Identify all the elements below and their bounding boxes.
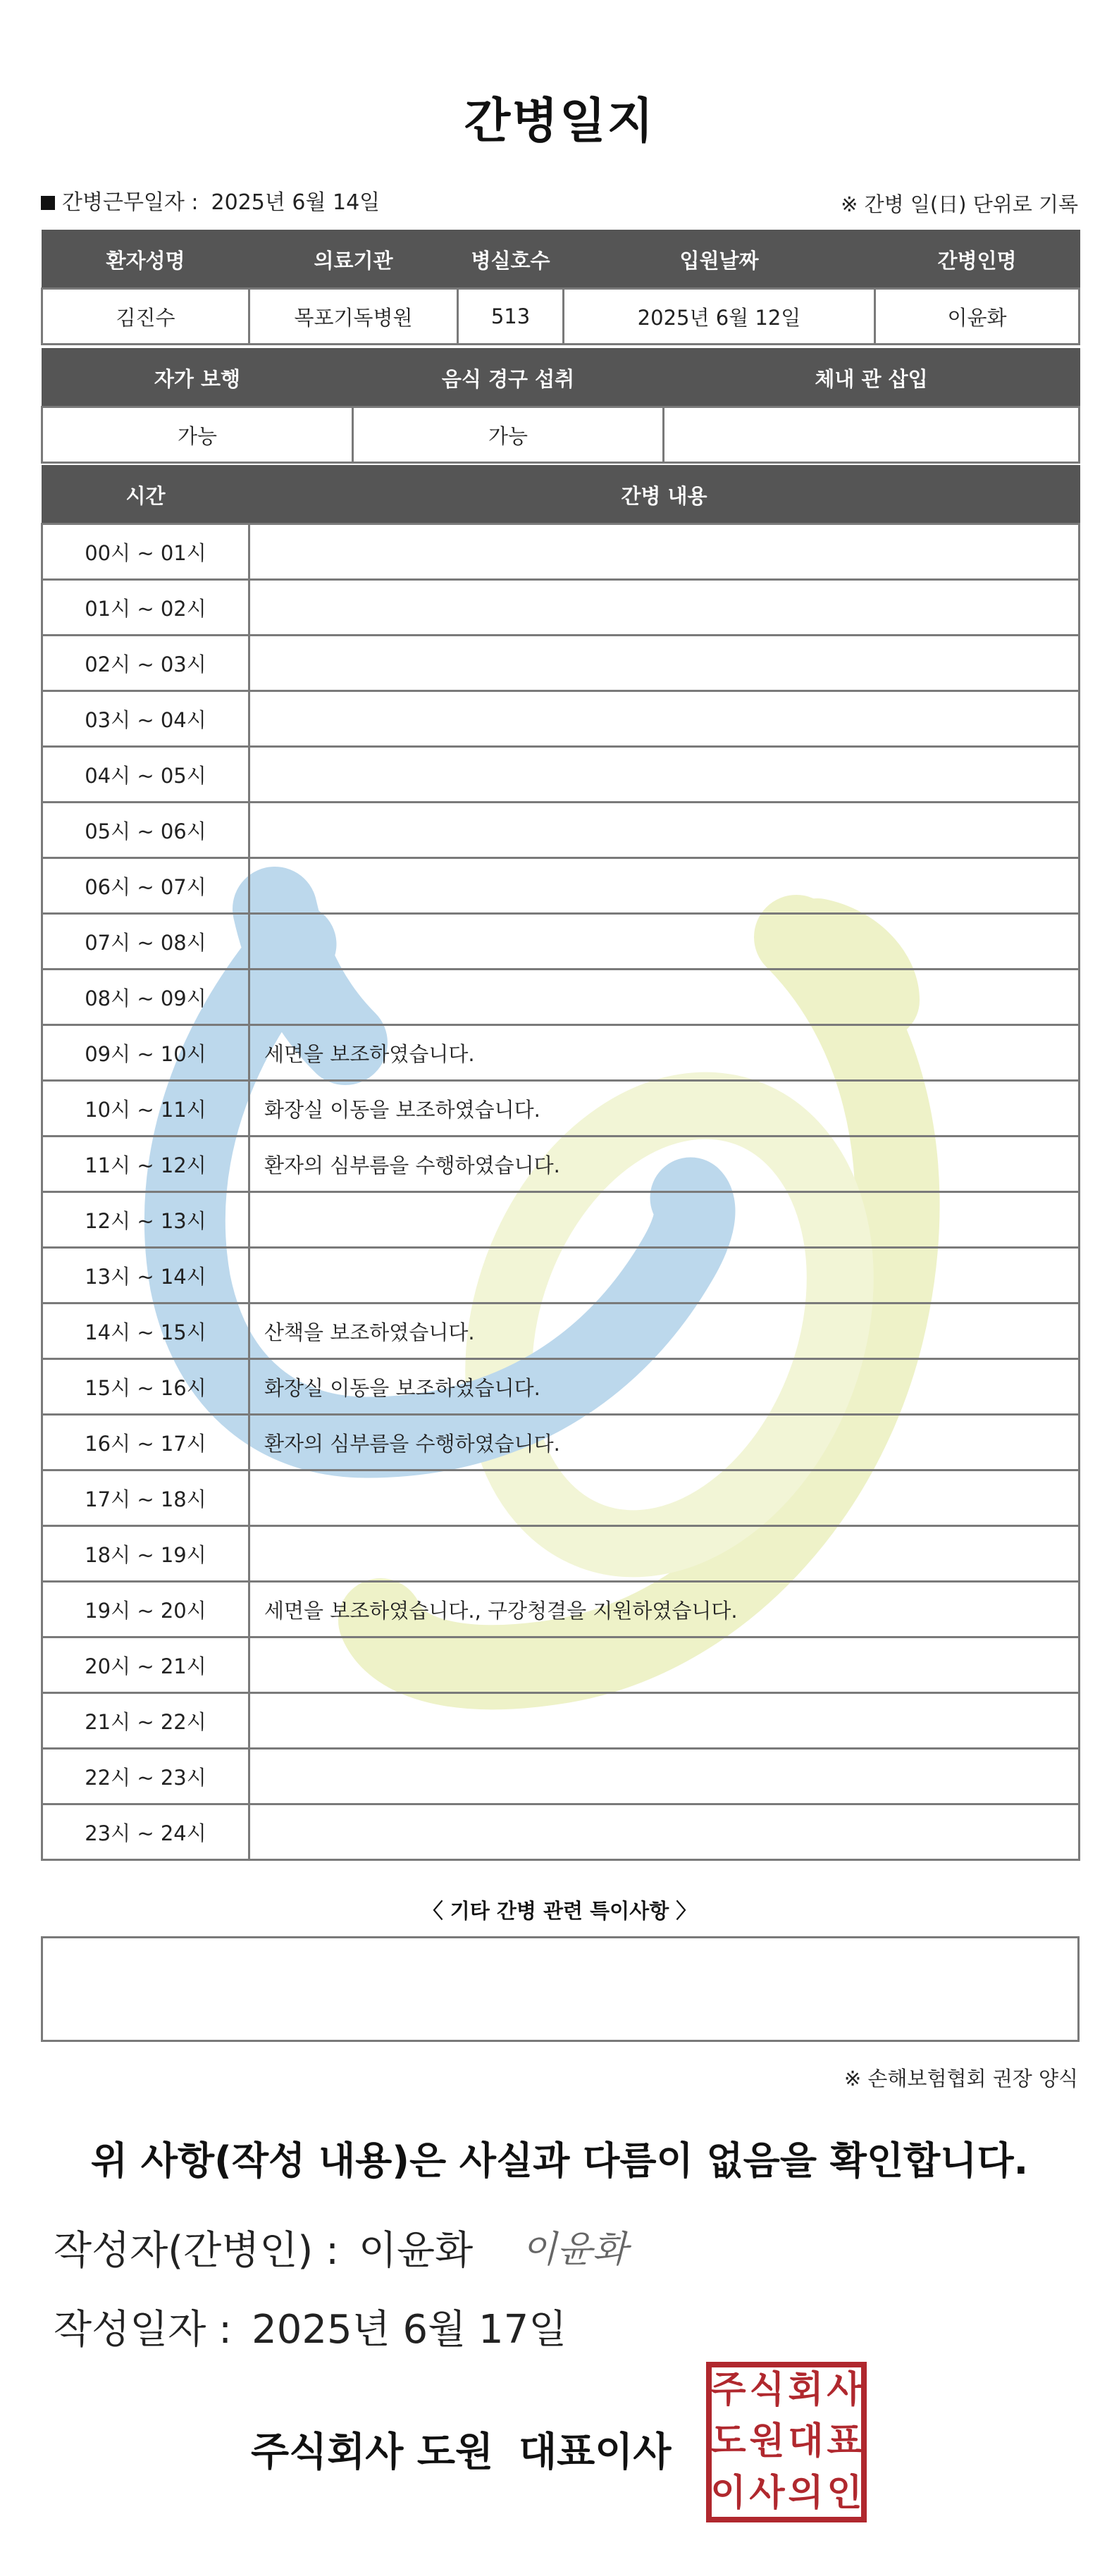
header-time: 시간 bbox=[42, 466, 249, 524]
header-tube-insertion: 체내 관 삽입 bbox=[664, 349, 1080, 407]
time-slot-cell: 02시 ~ 03시 bbox=[42, 636, 249, 691]
written-date-line bbox=[54, 2298, 567, 2355]
table-row bbox=[42, 1415, 1080, 1470]
seal-char: 대 bbox=[788, 2420, 824, 2463]
time-slot-cell: 13시 ~ 14시 bbox=[42, 1248, 249, 1304]
time-slot-cell: 14시 ~ 15시 bbox=[42, 1304, 249, 1359]
hourly-care-header-row bbox=[42, 466, 1080, 524]
table-row bbox=[42, 970, 1080, 1025]
recommended-form-note: ※ 손해보험협회 권장 양식 bbox=[843, 2067, 1078, 2091]
admission-date-value: 2025년 6월 12일 bbox=[564, 289, 875, 345]
table-row bbox=[42, 803, 1080, 858]
time-slot-cell: 04시 ~ 05시 bbox=[42, 747, 249, 803]
seal-char: 사 bbox=[749, 2472, 785, 2515]
patient-status-header-row bbox=[42, 349, 1080, 407]
time-slot-cell: 23시 ~ 24시 bbox=[42, 1804, 249, 1860]
caregiver-name-value: 이윤화 bbox=[875, 289, 1080, 345]
seal-characters bbox=[710, 2369, 863, 2515]
table-row bbox=[42, 636, 1080, 691]
care-content-cell: 환자의 심부름을 수행하였습니다. bbox=[249, 1415, 1080, 1470]
work-date-value: 2025년 6월 14일 bbox=[211, 190, 381, 215]
care-content-cell bbox=[249, 803, 1080, 858]
seal-char: 도 bbox=[710, 2420, 746, 2463]
tube-insertion-value bbox=[664, 407, 1080, 463]
hourly-care-rows bbox=[42, 524, 1080, 1860]
time-slot-cell: 10시 ~ 11시 bbox=[42, 1081, 249, 1137]
table-row bbox=[42, 914, 1080, 970]
patient-status-value-row bbox=[42, 407, 1080, 463]
table-row bbox=[42, 691, 1080, 747]
confirmation-statement: 위 사항(작성 내용)은 사실과 다름이 없음을 확인합니다. bbox=[90, 2138, 1029, 2183]
header-room-number: 병실호수 bbox=[458, 230, 564, 289]
time-slot-cell: 00시 ~ 01시 bbox=[42, 524, 249, 580]
time-slot-cell: 22시 ~ 23시 bbox=[42, 1749, 249, 1804]
time-slot-cell: 11시 ~ 12시 bbox=[42, 1137, 249, 1192]
time-slot-cell: 21시 ~ 22시 bbox=[42, 1693, 249, 1749]
time-slot-cell: 09시 ~ 10시 bbox=[42, 1025, 249, 1081]
work-date-line bbox=[41, 185, 380, 216]
seal-char: 사 bbox=[827, 2368, 863, 2411]
time-slot-cell: 07시 ~ 08시 bbox=[42, 914, 249, 970]
header-patient-name: 환자성명 bbox=[42, 230, 249, 289]
time-slot-cell: 15시 ~ 16시 bbox=[42, 1359, 249, 1415]
care-content-cell: 산책을 보조하였습니다. bbox=[249, 1304, 1080, 1359]
header-caregiver-name: 간병인명 bbox=[875, 230, 1080, 289]
time-slot-cell: 06시 ~ 07시 bbox=[42, 858, 249, 914]
care-content-cell bbox=[249, 636, 1080, 691]
care-content-cell bbox=[249, 691, 1080, 747]
time-slot-cell: 12시 ~ 13시 bbox=[42, 1192, 249, 1248]
care-content-cell bbox=[249, 858, 1080, 914]
care-content-cell bbox=[249, 1749, 1080, 1804]
care-content-cell bbox=[249, 1804, 1080, 1860]
patient-info-value-row bbox=[42, 289, 1080, 345]
header-care-content: 간병 내용 bbox=[249, 466, 1080, 524]
table-row bbox=[42, 1359, 1080, 1415]
time-slot-cell: 05시 ~ 06시 bbox=[42, 803, 249, 858]
time-slot-cell: 19시 ~ 20시 bbox=[42, 1582, 249, 1637]
special-notes-box bbox=[41, 1936, 1080, 2042]
care-content-cell bbox=[249, 1192, 1080, 1248]
work-date-label: 간병근무일자 : bbox=[62, 190, 199, 215]
oral-intake-value: 가능 bbox=[353, 407, 664, 463]
care-content-cell: 세면을 보조하였습니다. bbox=[249, 1025, 1080, 1081]
patient-status-table bbox=[41, 348, 1080, 464]
care-content-cell bbox=[249, 747, 1080, 803]
company-name: 주식회사 도원 bbox=[251, 2429, 494, 2475]
medical-institution-value: 목포기독병원 bbox=[249, 289, 458, 345]
table-row bbox=[42, 1081, 1080, 1137]
care-content-cell: 환자의 심부름을 수행하였습니다. bbox=[249, 1137, 1080, 1192]
time-slot-cell: 03시 ~ 04시 bbox=[42, 691, 249, 747]
table-row bbox=[42, 747, 1080, 803]
company-line bbox=[251, 2421, 671, 2477]
seal-char: 표 bbox=[827, 2420, 863, 2463]
self-walking-value: 가능 bbox=[42, 407, 353, 463]
ceo-title: 대표이사 bbox=[519, 2429, 672, 2475]
document-title: 간병일지 bbox=[464, 94, 655, 149]
header-oral-intake: 음식 경구 섭취 bbox=[353, 349, 664, 407]
care-content-cell bbox=[249, 1637, 1080, 1693]
table-row bbox=[42, 858, 1080, 914]
seal-char: 이 bbox=[710, 2472, 746, 2515]
table-row bbox=[42, 1248, 1080, 1304]
table-row bbox=[42, 1804, 1080, 1860]
care-content-cell bbox=[249, 1470, 1080, 1526]
daily-record-note: ※ 간병 일(日) 단위로 기록 bbox=[841, 192, 1078, 216]
table-row bbox=[42, 1693, 1080, 1749]
table-row bbox=[42, 1025, 1080, 1081]
seal-char: 원 bbox=[749, 2420, 785, 2463]
care-content-cell bbox=[249, 524, 1080, 580]
company-seal-stamp bbox=[705, 2360, 868, 2524]
header-admission-date: 입원날짜 bbox=[564, 230, 875, 289]
patient-info-header-row bbox=[42, 230, 1080, 289]
table-row bbox=[42, 1749, 1080, 1804]
care-content-cell: 화장실 이동을 보조하였습니다. bbox=[249, 1359, 1080, 1415]
black-square-icon bbox=[41, 196, 55, 210]
room-number-value: 513 bbox=[458, 289, 564, 345]
seal-char: 의 bbox=[788, 2472, 824, 2515]
care-content-cell: 세면을 보조하였습니다., 구강청결을 지원하였습니다. bbox=[249, 1582, 1080, 1637]
writer-label: 작성자(간병인) : bbox=[54, 2228, 339, 2274]
care-content-cell bbox=[249, 580, 1080, 636]
hourly-care-table bbox=[41, 465, 1080, 1861]
care-content-cell: 화장실 이동을 보조하였습니다. bbox=[249, 1081, 1080, 1137]
table-row bbox=[42, 1137, 1080, 1192]
table-row bbox=[42, 1637, 1080, 1693]
table-row bbox=[42, 1526, 1080, 1582]
notes-title: 〈 기타 간병 관련 특이사항 〉 bbox=[422, 1899, 697, 1923]
table-row bbox=[42, 580, 1080, 636]
table-row bbox=[42, 1582, 1080, 1637]
header-self-walking: 자가 보행 bbox=[42, 349, 353, 407]
time-slot-cell: 20시 ~ 21시 bbox=[42, 1637, 249, 1693]
time-slot-cell: 08시 ~ 09시 bbox=[42, 970, 249, 1025]
handwritten-signature: 이윤화 bbox=[521, 2229, 628, 2271]
time-slot-cell: 18시 ~ 19시 bbox=[42, 1526, 249, 1582]
care-content-cell bbox=[249, 1248, 1080, 1304]
seal-char: 인 bbox=[827, 2472, 863, 2515]
seal-char: 식 bbox=[749, 2368, 785, 2411]
care-content-cell bbox=[249, 1526, 1080, 1582]
table-row bbox=[42, 1470, 1080, 1526]
care-content-cell bbox=[249, 914, 1080, 970]
care-content-cell bbox=[249, 1693, 1080, 1749]
time-slot-cell: 17시 ~ 18시 bbox=[42, 1470, 249, 1526]
table-row bbox=[42, 1192, 1080, 1248]
table-row bbox=[42, 1304, 1080, 1359]
patient-name-value: 김진수 bbox=[42, 289, 249, 345]
header-medical-institution: 의료기관 bbox=[249, 230, 458, 289]
seal-char: 회 bbox=[788, 2368, 824, 2411]
patient-info-table bbox=[41, 230, 1080, 345]
writer-line bbox=[54, 2219, 473, 2276]
written-date-label: 작성일자 : bbox=[54, 2307, 233, 2353]
care-content-cell bbox=[249, 970, 1080, 1025]
written-date-value: 2025년 6월 17일 bbox=[252, 2307, 567, 2353]
table-row bbox=[42, 524, 1080, 580]
writer-name: 이윤화 bbox=[358, 2228, 474, 2274]
time-slot-cell: 01시 ~ 02시 bbox=[42, 580, 249, 636]
time-slot-cell: 16시 ~ 17시 bbox=[42, 1415, 249, 1470]
seal-char: 주 bbox=[710, 2368, 746, 2411]
